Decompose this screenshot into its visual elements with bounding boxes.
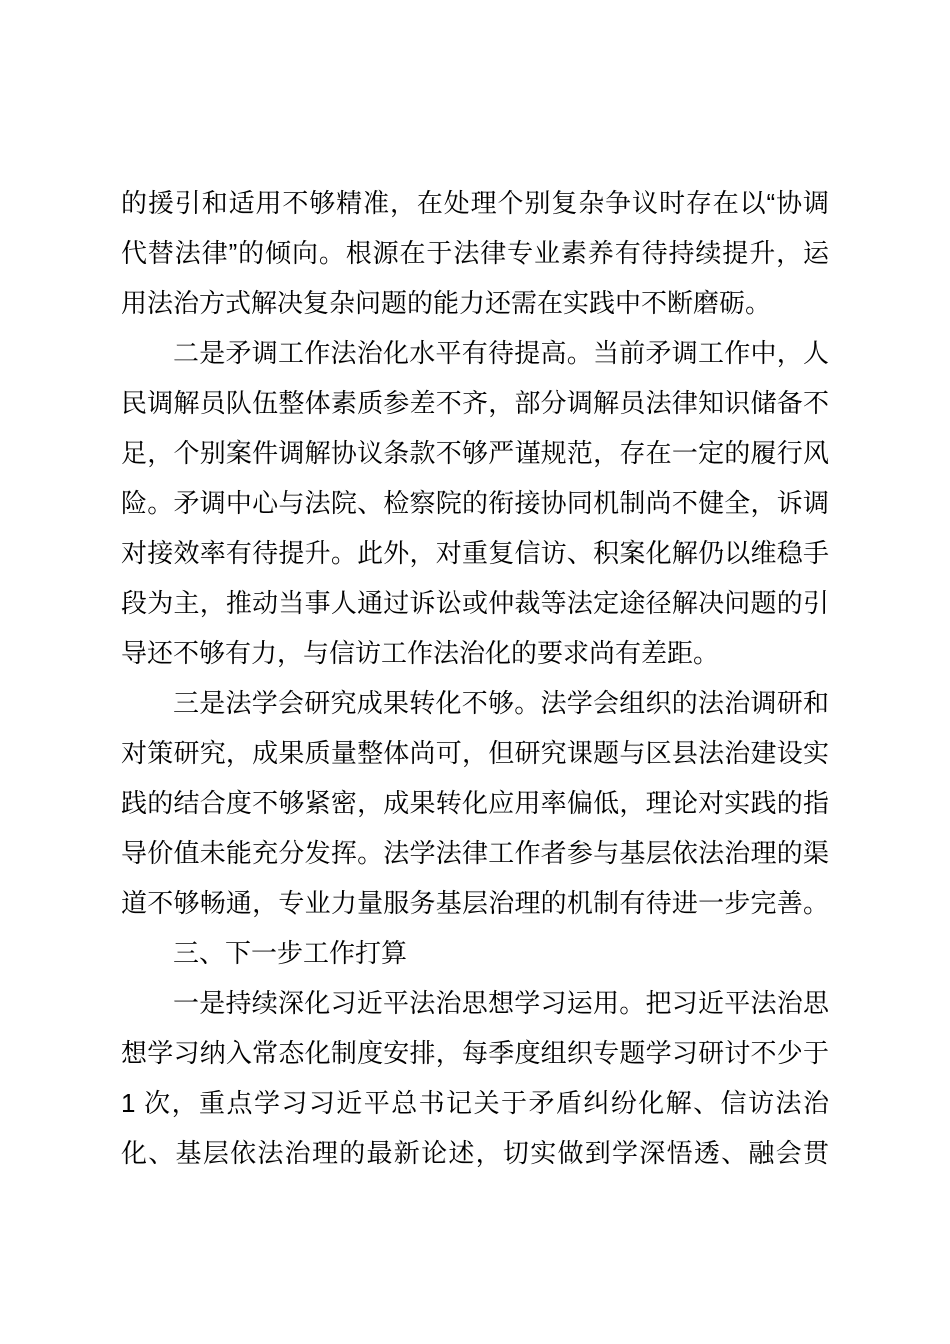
- text-line: 二是矛调工作法治化水平有待提高。当前矛调工作中，人: [173, 338, 829, 368]
- text-line: 险。矛调中心与法院、检察院的衔接协同机制尚不健全，诉调: [121, 488, 829, 518]
- section-heading-line: 三、下一步工作打算: [173, 938, 408, 968]
- text-line: 导还不够有力，与信访工作法治化的要求尚有差距。: [121, 638, 720, 668]
- text-line: 段为主，推动当事人通过诉讼或仲裁等法定途径解决问题的引: [121, 588, 829, 618]
- text-line: 的援引和适用不够精准，在处理个别复杂争议时存在以“协调: [121, 188, 829, 218]
- text-line: 民调解员队伍整体素质参差不齐，部分调解员法律知识储备不: [121, 388, 829, 418]
- text-line: 道不够畅通，专业力量服务基层治理的机制有待进一步完善。: [121, 888, 829, 918]
- text-line: 践的结合度不够紧密，成果转化应用率偏低，理论对实践的指: [121, 788, 829, 818]
- text-line: 代替法律”的倾向。根源在于法律专业素养有待持续提升，运: [121, 238, 829, 268]
- text-line: 化、基层依法治理的最新论述，切实做到学深悟透、融会贯: [121, 1138, 829, 1168]
- text-line: 对策研究，成果质量整体尚可，但研究课题与区县法治建设实: [121, 738, 829, 768]
- text-line: 三是法学会研究成果转化不够。法学会组织的法治调研和: [173, 688, 829, 718]
- text-line: 足，个别案件调解协议条款不够严谨规范，存在一定的履行风: [121, 438, 829, 468]
- text-line: 1 次，重点学习习近平总书记关于矛盾纠纷化解、信访法治: [121, 1088, 829, 1118]
- text-line: 对接效率有待提升。此外，对重复信访、积案化解仍以维稳手: [121, 538, 829, 568]
- text-line: 导价值未能充分发挥。法学法律工作者参与基层依法治理的渠: [121, 838, 829, 868]
- text-line: 一是持续深化习近平法治思想学习运用。把习近平法治思: [173, 988, 829, 1018]
- document-body: [121, 178, 829, 1178]
- text-line: 用法治方式解决复杂问题的能力还需在实践中不断磨砺。: [121, 288, 772, 318]
- text-line: 想学习纳入常态化制度安排，每季度组织专题学习研讨不少于: [121, 1038, 829, 1068]
